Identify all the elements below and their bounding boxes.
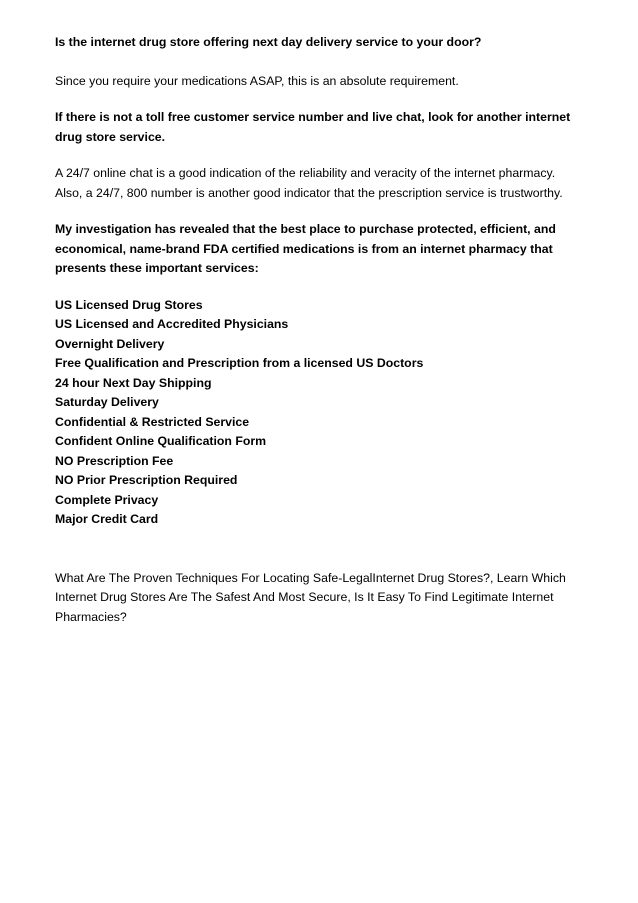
toll-free-paragraph: If there is not a toll free customer service number and live chat, look for another internet drug store service. bbox=[55, 110, 571, 144]
closing-paragraph: What Are The Proven Techniques For Locating Safe-LegalInternet Drug Stores?, Learn Which Internet Drug Stores Are The Safest And Most Secure, Is It Easy To Find Legitimate Internet Pharmacies? bbox=[55, 570, 566, 624]
list-item: Confident Online Qualification Form bbox=[55, 434, 267, 448]
document-body bbox=[55, 33, 585, 627]
investigation-paragraph: My investigation has revealed that the best place to purchase protected, efficient, and economical, name-brand FDA certified medications is from an internet pharmacy that presents these important services: bbox=[55, 222, 556, 275]
list-item: Overnight Delivery bbox=[55, 336, 165, 351]
list-item: NO Prior Prescription Required bbox=[55, 473, 238, 487]
list-item: Confidential & Restricted Service bbox=[55, 414, 250, 429]
requirement-paragraph: Since you require your medications ASAP, this is an absolute requirement. bbox=[55, 73, 459, 88]
chat-indicator-paragraph: A 24/7 online chat is a good indication of the reliability and veracity of the internet pharmacy. Also, a 24/7, 800 number is another good indicator that the prescription service is trustworthy. bbox=[55, 166, 563, 200]
list-item: Free Qualification and Prescription from a licensed US Doctors bbox=[55, 356, 424, 370]
list-item: US Licensed Drug Stores bbox=[55, 297, 203, 312]
list-item: 24 hour Next Day Shipping bbox=[55, 375, 212, 390]
list-item: Major Credit Card bbox=[55, 512, 159, 526]
question-heading: Is the internet drug store offering next day delivery service to your door? bbox=[55, 35, 482, 49]
list-item: US Licensed and Accredited Physicians bbox=[55, 317, 289, 331]
list-item: NO Prescription Fee bbox=[55, 453, 174, 468]
list-item: Saturday Delivery bbox=[55, 395, 159, 409]
services-list bbox=[55, 296, 585, 530]
list-item: Complete Privacy bbox=[55, 492, 159, 507]
